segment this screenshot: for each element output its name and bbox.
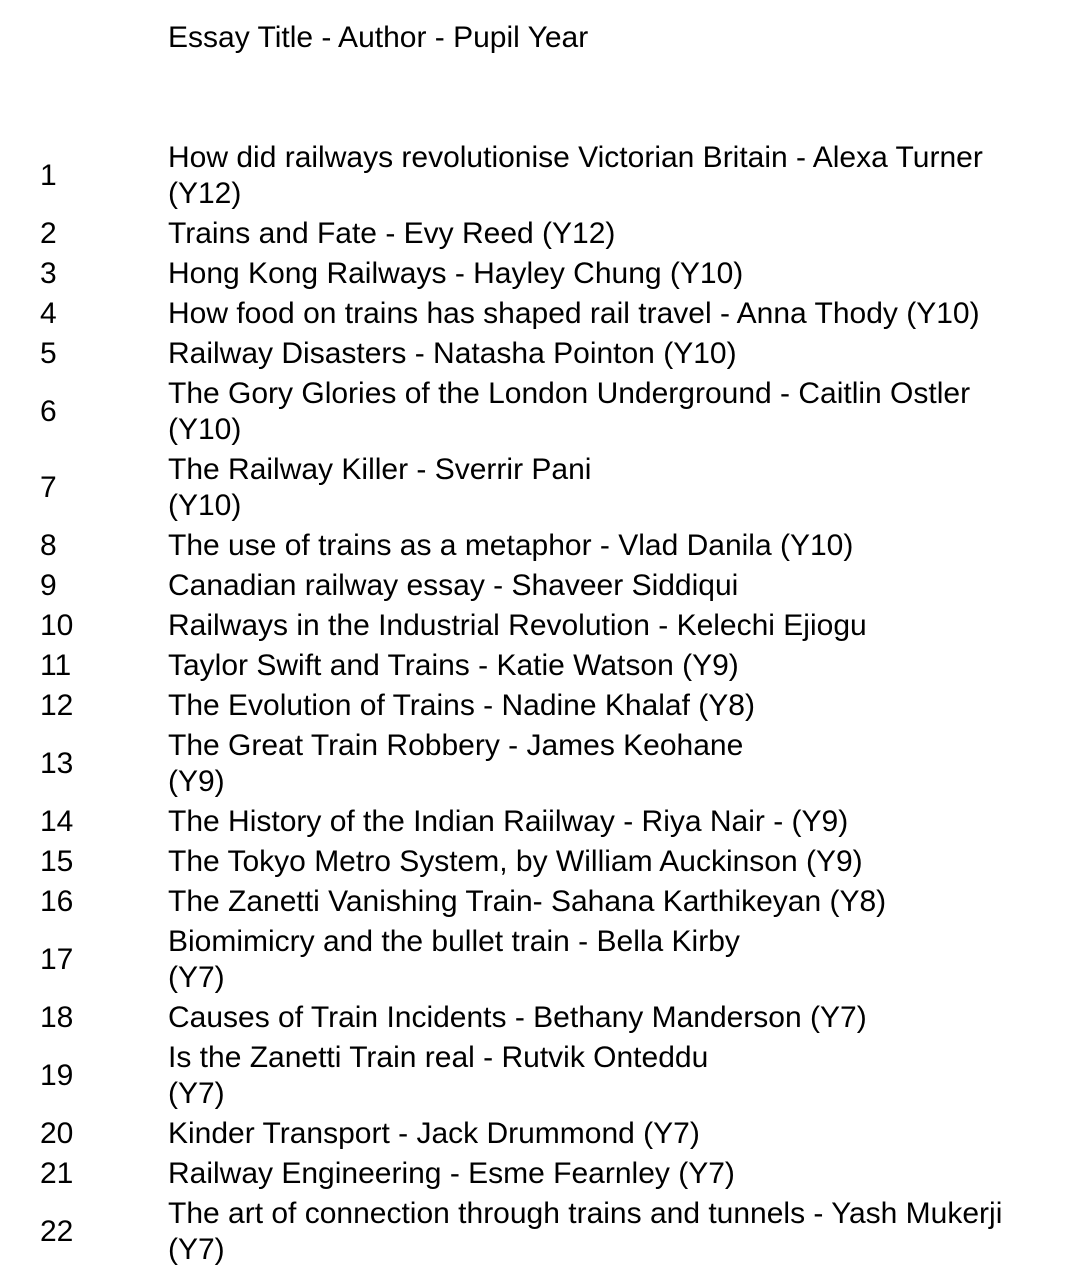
row-entry: Taylor Swift and Trains - Katie Watson (Y9) <box>168 649 739 682</box>
list-item <box>0 608 1092 644</box>
list-item <box>0 528 1092 564</box>
row-entry: Hong Kong Railways - Hayley Chung (Y10) <box>168 257 744 290</box>
row-number: 3 <box>40 257 57 290</box>
row-entry: The Gory Glories of the London Underground - Caitlin Ostler (Y10) <box>168 377 971 446</box>
row-number: 22 <box>40 1215 74 1248</box>
list-item <box>0 1040 1092 1112</box>
row-entry: The Evolution of Trains - Nadine Khalaf (Y8) <box>168 689 755 722</box>
list-item <box>0 296 1092 332</box>
row-entry: The use of trains as a metaphor - Vlad Danila (Y10) <box>168 529 854 562</box>
row-entry: How did railways revolutionise Victorian Britain - Alexa Turner (Y12) <box>168 141 983 210</box>
essay-list <box>0 140 1092 1272</box>
list-item <box>0 1116 1092 1152</box>
list-item <box>0 376 1092 448</box>
list-item <box>0 452 1092 524</box>
row-entry: The art of connection through trains and tunnels - Yash Mukerji (Y7) <box>168 1197 1003 1266</box>
list-item <box>0 844 1092 880</box>
row-entry: Railways in the Industrial Revolution - Kelechi Ejiogu <box>168 609 867 642</box>
row-number: 20 <box>40 1117 74 1150</box>
row-number: 10 <box>40 609 74 642</box>
list-item <box>0 568 1092 604</box>
row-number: 15 <box>40 845 74 878</box>
row-number: 12 <box>40 689 74 722</box>
row-number: 11 <box>40 649 72 682</box>
row-number: 17 <box>40 943 74 976</box>
list-item <box>0 804 1092 840</box>
row-entry: Causes of Train Incidents - Bethany Manderson (Y7) <box>168 1001 867 1034</box>
row-number: 18 <box>40 1001 74 1034</box>
row-number: 8 <box>40 529 57 562</box>
row-entry: Trains and Fate - Evy Reed (Y12) <box>168 217 616 250</box>
list-item <box>0 336 1092 372</box>
list-item <box>0 140 1092 212</box>
row-entry: Canadian railway essay - Shaveer Siddiqui <box>168 569 739 602</box>
row-entry: The Zanetti Vanishing Train- Sahana Karthikeyan (Y8) <box>168 885 887 918</box>
list-item <box>0 648 1092 684</box>
row-entry: Is the Zanetti Train real - Rutvik Onteddu (Y7) <box>168 1041 709 1110</box>
list-item <box>0 1156 1092 1192</box>
row-entry: The Tokyo Metro System, by William Auckinson (Y9) <box>168 845 863 878</box>
row-number: 13 <box>40 747 74 780</box>
row-number: 4 <box>40 297 57 330</box>
row-entry: Kinder Transport - Jack Drummond (Y7) <box>168 1117 700 1150</box>
row-number: 16 <box>40 885 74 918</box>
list-item <box>0 1196 1092 1268</box>
row-number: 2 <box>40 217 57 250</box>
row-number: 21 <box>40 1157 74 1190</box>
row-number: 19 <box>40 1059 74 1092</box>
list-item <box>0 728 1092 800</box>
row-entry: Railway Disasters - Natasha Pointon (Y10) <box>168 337 737 370</box>
row-number: 1 <box>40 159 57 192</box>
list-item <box>0 256 1092 292</box>
list-item <box>0 688 1092 724</box>
list-item <box>0 924 1092 996</box>
row-entry: How food on trains has shaped rail travel - Anna Thody (Y10) <box>168 297 980 330</box>
row-entry: The History of the Indian Raiilway - Riya Nair - (Y9) <box>168 805 849 838</box>
row-number: 9 <box>40 569 57 602</box>
row-number: 5 <box>40 337 57 370</box>
list-item <box>0 884 1092 920</box>
row-number: 14 <box>40 805 74 838</box>
row-number: 6 <box>40 395 57 428</box>
row-entry: The Railway Killer - Sverrir Pani (Y10) <box>168 453 592 522</box>
row-entry: Railway Engineering - Esme Fearnley (Y7) <box>168 1157 735 1190</box>
column-header: Essay Title - Author - Pupil Year <box>168 21 589 54</box>
list-item <box>0 216 1092 252</box>
list-item <box>0 1000 1092 1036</box>
row-entry: Biomimicry and the bullet train - Bella Kirby (Y7) <box>168 925 740 994</box>
row-number: 7 <box>40 471 57 504</box>
row-entry: The Great Train Robbery - James Keohane (Y9) <box>168 729 744 798</box>
